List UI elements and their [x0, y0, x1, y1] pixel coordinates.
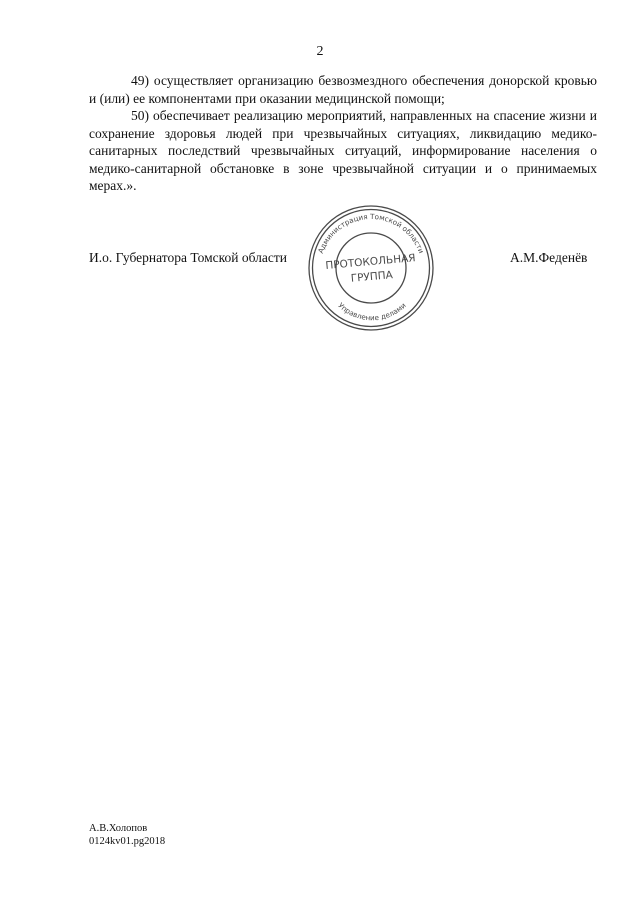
- document-footer: [89, 822, 165, 848]
- footer-doc-code: 0124kv01.pg2018: [89, 836, 166, 847]
- signature-name: А.М.Феденёв: [510, 250, 588, 265]
- page-number: 2: [316, 44, 324, 59]
- footer-author: А.В.Холопов: [89, 823, 148, 834]
- stamp-outer-bottom-text: Управление делами: [336, 300, 408, 323]
- stamp-outer-top-text: Администрация Томской области: [316, 211, 426, 255]
- svg-text:Управление делами: [336, 301, 408, 323]
- stamp-center-line1: ПРОТОКОЛЬНАЯ: [324, 252, 417, 272]
- paragraph-item-50: 50) обеспечивает реализацию мероприятий, направленных на спасение жизни и сохранение здоровья людей при чрезвычайных ситуациях, ликвидацию медико-санитарных последствий чрезвычайных ситуаций, информирование населения о медико-санитарной обстановке в зоне чрезвычайной ситуации и о принимаемых мерах.».: [89, 108, 597, 193]
- signature-title: И.о. Губернатора Томской области: [89, 250, 287, 265]
- protocol-group-stamp: [296, 204, 446, 334]
- paragraph-item-49: 49) осуществляет организацию безвозмездного обеспечения донорской кровью и (или) ее компонентами при оказании медицинской помощи;: [89, 73, 597, 106]
- stamp-center-line2: ГРУППА: [350, 269, 394, 285]
- document-body: [89, 72, 597, 195]
